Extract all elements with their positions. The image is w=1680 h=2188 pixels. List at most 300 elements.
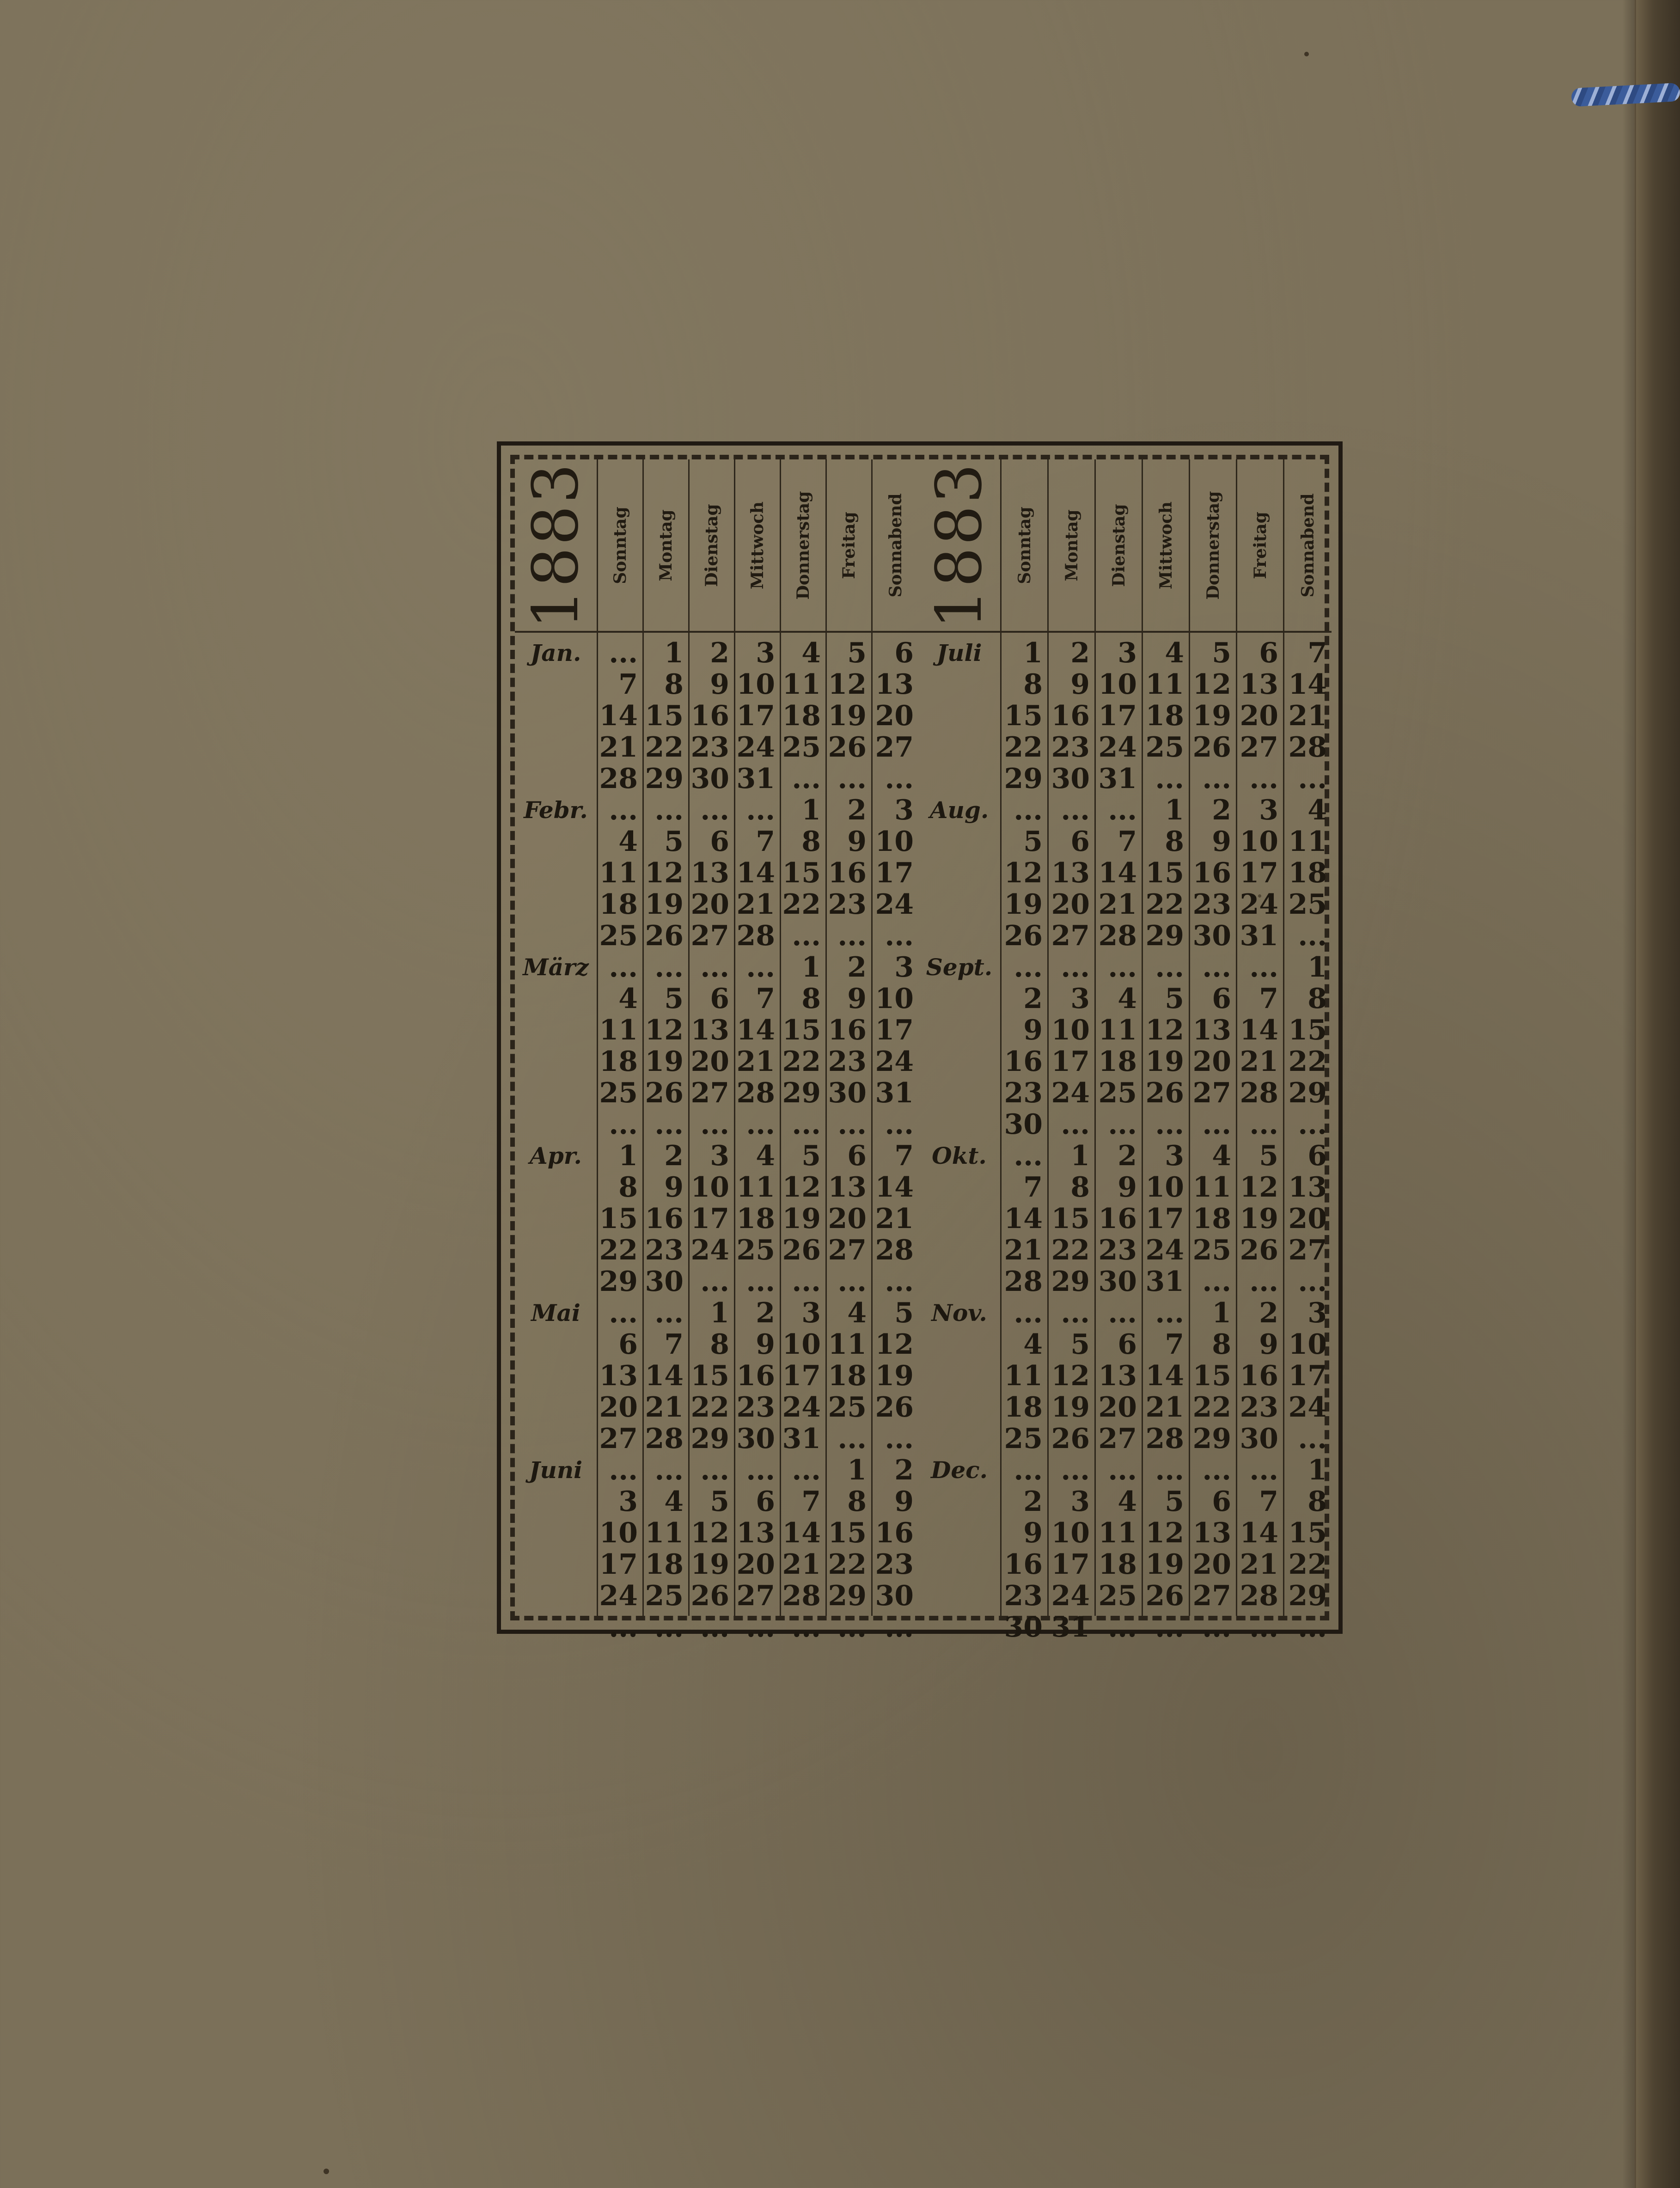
day-cell: ... [837,1108,867,1141]
day-cell: ... [885,1108,914,1141]
day-cell: ... [792,1265,821,1298]
day-cell: 11 [599,1014,638,1046]
day-cell: 9 [1023,1014,1043,1046]
day-cell: 6 [1118,1328,1137,1361]
day-cell: 13 [690,1014,729,1046]
day-cell: 26 [828,731,867,764]
day-cell: 5 [664,983,684,1015]
day-cell: 23 [1051,731,1090,764]
day-cell: 6 [1070,825,1090,858]
day-cell: 26 [645,1077,684,1109]
weekday-label: Mittwoch [748,501,767,589]
day-cell: 22 [1145,888,1184,921]
day-cell: 23 [645,1234,684,1266]
day-cell: 6 [710,825,729,858]
day-cell: 28 [875,1234,914,1266]
day-cell: 9 [1023,1517,1043,1549]
day-cell: 14 [1240,1517,1278,1549]
day-cell: 5 [847,637,867,669]
weekday-column [1190,459,1237,1644]
day-cell: ... [1108,951,1137,984]
day-cell: 12 [1004,857,1043,889]
day-cell: 18 [1288,857,1327,889]
day-cell: 20 [690,888,729,921]
day-cell: 13 [1051,857,1090,889]
day-cell: 30 [875,1580,914,1612]
day-cell: 16 [1098,1203,1137,1235]
day-cell: ... [1298,1265,1327,1298]
day-cell: 1 [801,951,821,984]
day-cell: 15 [1004,700,1043,732]
day-cell: ... [1061,794,1090,826]
day-cell: 11 [736,1171,775,1204]
day-cell: 9 [847,983,867,1015]
day-cell: 24 [690,1234,729,1266]
day-cell: 19 [1145,1045,1184,1078]
day-cell: ... [1014,1454,1043,1486]
weekday-header [644,459,688,633]
weekday-header [735,459,780,633]
day-cell: ... [746,1454,775,1486]
day-cell: 6 [1259,637,1278,669]
day-cell: 23 [828,888,867,921]
day-cell: 21 [1098,888,1137,921]
day-cell: 7 [1118,825,1137,858]
day-cell: 18 [599,888,638,921]
day-cell: 20 [1240,700,1278,732]
day-cell: 6 [710,983,729,1015]
day-cell: 20 [828,1203,867,1235]
day-cell: 13 [599,1360,638,1392]
day-cell: ... [885,1611,914,1644]
day-cell: 2 [1212,794,1231,826]
day-cell: 20 [736,1548,775,1581]
day-cell: ... [1108,1108,1137,1141]
day-cell: 10 [690,1171,729,1204]
day-cell: 25 [736,1234,775,1266]
day-cell: 3 [618,1485,638,1518]
day-cell: ... [1202,1454,1231,1486]
weekday-column [644,459,690,1644]
day-cell: 15 [690,1360,729,1392]
day-cell: 16 [645,1203,684,1235]
day-cell: ... [654,1108,684,1141]
day-cell: 13 [1240,668,1278,701]
day-cell: 30 [1004,1611,1043,1644]
day-cell: 5 [1212,637,1231,669]
month-label: Okt. [932,1142,987,1169]
day-cell: 17 [875,857,914,889]
day-cell: 7 [1259,983,1278,1015]
day-cell: 19 [1240,1203,1278,1235]
day-cell: 10 [875,983,914,1015]
day-cell: 8 [1070,1171,1090,1204]
day-cell: 6 [618,1328,638,1361]
day-cell: 7 [1165,1328,1184,1361]
day-cell: ... [792,763,821,795]
day-cell: 28 [1145,1423,1184,1455]
day-cell: 28 [1288,731,1327,764]
day-cell: 8 [1023,668,1043,701]
day-cell: 17 [1240,857,1278,889]
day-cell: 24 [599,1580,638,1612]
day-cell: 12 [645,857,684,889]
day-cell: ... [1014,1140,1043,1172]
day-cell: 15 [1051,1203,1090,1235]
day-cell: 14 [875,1171,914,1204]
day-cell: ... [885,1423,914,1455]
day-cell: 25 [1192,1234,1231,1266]
day-cell: 22 [1051,1234,1090,1266]
day-cell: 20 [1051,888,1090,921]
day-cell: 2 [664,1140,684,1172]
day-cell: 26 [690,1580,729,1612]
day-cell: 21 [1288,700,1327,732]
day-cell: 27 [1192,1580,1231,1612]
day-cell: 16 [1051,700,1090,732]
day-cell: 26 [645,920,684,952]
day-cell: ... [654,1611,684,1644]
day-cell: 26 [1192,731,1231,764]
day-cell: 18 [1192,1203,1231,1235]
day-cell: 11 [1098,1014,1137,1046]
day-cell: 29 [828,1580,867,1612]
day-cell: 11 [599,857,638,889]
day-cell: 24 [875,888,914,921]
day-cell: ... [700,951,729,984]
day-cell: 30 [828,1077,867,1109]
day-cell: ... [654,1454,684,1486]
day-cell: 10 [782,1328,821,1361]
day-cell: 13 [1192,1517,1231,1549]
day-cell: 17 [1051,1548,1090,1581]
day-cell: ... [1298,920,1327,952]
weekday-label: Donnerstag [794,491,813,599]
day-cell: 1 [1023,637,1043,669]
day-cell: ... [1108,1454,1137,1486]
day-cell: 18 [645,1548,684,1581]
day-cell: 11 [645,1517,684,1549]
day-cell: ... [837,1265,867,1298]
day-cell: 16 [828,857,867,889]
day-cell: 19 [645,888,684,921]
day-cell: 9 [1212,825,1231,858]
weekday-column [1049,459,1096,1644]
day-cell: ... [1155,1611,1184,1644]
day-cell: 25 [1288,888,1327,921]
day-cell: 24 [736,731,775,764]
day-cell: 24 [782,1391,821,1424]
day-cell: 2 [1070,637,1090,669]
day-cell: 7 [1307,637,1327,669]
day-cell: 15 [599,1203,638,1235]
day-cell: ... [1014,951,1043,984]
day-cell: 30 [1051,763,1090,795]
day-cell: ... [1202,1265,1231,1298]
day-cell: 13 [690,857,729,889]
day-cell: 31 [1051,1611,1090,1644]
day-cell: ... [837,1611,867,1644]
day-cell: 13 [875,668,914,701]
day-cell: 17 [736,700,775,732]
day-cell: ... [700,1108,729,1141]
day-cell: 30 [1192,920,1231,952]
weekday-label: Sonntag [611,506,630,584]
day-cell: 18 [736,1203,775,1235]
day-cell: 18 [1098,1045,1137,1078]
day-cell: ... [746,951,775,984]
day-cell: 20 [1192,1548,1231,1581]
day-cell: 13 [1192,1014,1231,1046]
weekday-label: Montag [656,509,676,581]
day-cell: 3 [756,637,775,669]
day-cell: 29 [1288,1077,1327,1109]
day-cell: 22 [828,1548,867,1581]
day-cell: ... [609,637,638,669]
day-cell: 4 [756,1140,775,1172]
day-cell: 29 [782,1077,821,1109]
day-cell: 22 [645,731,684,764]
day-cell: 15 [1192,1360,1231,1392]
day-cell: ... [837,1423,867,1455]
day-cell: 16 [1192,857,1231,889]
day-cell: 27 [875,731,914,764]
month-label: März [523,953,589,981]
day-cell: 3 [1259,794,1278,826]
day-cell: 17 [1051,1045,1090,1078]
day-cell: 29 [1051,1265,1090,1298]
day-cell: 2 [710,637,729,669]
day-cell: 24 [1098,731,1137,764]
day-cell: ... [1155,951,1184,984]
day-cell: 23 [1240,1391,1278,1424]
weekday-header [827,459,871,633]
day-cell: 27 [599,1423,638,1455]
day-cell: 24 [1051,1580,1090,1612]
day-cell: 10 [599,1517,638,1549]
day-cell: 29 [1145,920,1184,952]
month-column [918,459,1002,1616]
day-cell: 25 [1004,1423,1043,1455]
month-label: Apr. [530,1142,582,1169]
day-cell: 19 [1192,700,1231,732]
day-cell: 7 [1259,1485,1278,1518]
day-cell: 3 [710,1140,729,1172]
weekday-column [735,459,781,1644]
day-cell: ... [792,920,821,952]
day-cell: ... [609,794,638,826]
day-cell: ... [1155,1454,1184,1486]
day-cell: 23 [736,1391,775,1424]
weekday-header [690,459,734,633]
weekday-header [598,459,642,633]
day-cell: ... [1298,1108,1327,1141]
day-cell: 13 [1288,1171,1327,1204]
day-cell: 10 [1098,668,1137,701]
day-cell: 19 [1051,1391,1090,1424]
day-cell: 16 [828,1014,867,1046]
day-cell: 10 [1288,1328,1327,1361]
month-label: Juli [936,639,982,666]
day-cell: ... [654,1297,684,1329]
day-cell: 14 [782,1517,821,1549]
day-cell: 17 [599,1548,638,1581]
day-cell: 21 [736,888,775,921]
year-label: 1883 [519,461,593,629]
day-cell: 23 [1004,1580,1043,1612]
day-cell: 30 [1004,1108,1043,1141]
day-cell: 10 [1051,1014,1090,1046]
day-cell: 21 [1004,1234,1043,1266]
day-cell: 22 [690,1391,729,1424]
day-cell: 24 [1051,1077,1090,1109]
day-cell: 28 [782,1580,821,1612]
weekday-label: Donnerstag [1203,491,1223,599]
day-cell: 9 [1118,1171,1137,1204]
day-cell: ... [1014,794,1043,826]
day-cell: 9 [1070,668,1090,701]
weekday-header [1049,459,1094,633]
day-cell: 12 [828,668,867,701]
day-cell: 22 [1004,731,1043,764]
day-cell: 30 [1240,1423,1278,1455]
day-cell: 23 [875,1548,914,1581]
day-cell: 4 [618,825,638,858]
day-cell: 7 [664,1328,684,1361]
weekday-column [827,459,873,1644]
day-cell: 20 [599,1391,638,1424]
day-cell: ... [1249,1265,1278,1298]
day-cell: 17 [1288,1360,1327,1392]
day-cell: ... [746,1611,775,1644]
day-cell: 20 [690,1045,729,1078]
day-cell: 26 [875,1391,914,1424]
day-cell: 23 [690,731,729,764]
day-cell: 27 [1098,1423,1137,1455]
day-cell: 17 [690,1203,729,1235]
day-cell: ... [1202,1108,1231,1141]
day-cell: 26 [1145,1580,1184,1612]
day-cell: 8 [847,1485,867,1518]
day-cell: 5 [710,1485,729,1518]
day-cell: 30 [736,1423,775,1455]
day-cell: 11 [782,668,821,701]
day-cell: 31 [736,763,775,795]
day-cell: 10 [1145,1171,1184,1204]
day-cell: ... [609,1108,638,1141]
day-cell: 22 [782,1045,821,1078]
day-cell: 15 [782,857,821,889]
day-cell: ... [1298,763,1327,795]
day-cell: 27 [828,1234,867,1266]
year-label: 1883 [922,461,996,629]
day-cell: 14 [1145,1360,1184,1392]
day-cell: 19 [875,1360,914,1392]
day-cell: 7 [1023,1171,1043,1204]
month-label: Mai [531,1299,580,1326]
day-cell: 25 [1145,731,1184,764]
day-cell: 18 [1098,1548,1137,1581]
calendar-table [497,441,1343,1644]
day-cell: 6 [1212,1485,1231,1518]
day-cell: 21 [599,731,638,764]
day-cell: 21 [1145,1391,1184,1424]
day-cell: 3 [894,951,914,984]
day-cell: 19 [645,1045,684,1078]
day-cell: 28 [1240,1077,1278,1109]
day-cell: 6 [894,637,914,669]
day-cell: 15 [1288,1517,1327,1549]
day-cell: 29 [690,1423,729,1455]
day-cell: 15 [1145,857,1184,889]
day-cell: 14 [645,1360,684,1392]
day-cell: 22 [1288,1045,1327,1078]
day-cell: ... [1014,1297,1043,1329]
day-cell: 12 [1240,1171,1278,1204]
day-cell: 24 [1288,1391,1327,1424]
month-label: Dec. [930,1456,988,1484]
day-cell: 2 [1259,1297,1278,1329]
day-cell: 6 [1307,1140,1327,1172]
day-cell: 23 [1192,888,1231,921]
weekday-column [598,459,644,1644]
day-cell: 8 [1307,1485,1327,1518]
day-cell: 1 [1212,1297,1231,1329]
day-cell: ... [609,1297,638,1329]
day-cell: 8 [1307,983,1327,1015]
day-cell: 24 [875,1045,914,1078]
day-cell: 18 [782,700,821,732]
weekday-column [1096,459,1143,1644]
day-cell: 25 [828,1391,867,1424]
day-cell: ... [792,1108,821,1141]
day-cell: 21 [1240,1548,1278,1581]
day-cell: 30 [1098,1265,1137,1298]
day-cell: ... [1249,763,1278,795]
day-cell: 16 [1240,1360,1278,1392]
day-cell: 1 [1070,1140,1090,1172]
day-cell: ... [700,1611,729,1644]
day-cell: ... [700,794,729,826]
day-cell: 7 [756,983,775,1015]
weekday-header [1237,459,1283,633]
day-cell: 11 [1145,668,1184,701]
day-cell: ... [700,1265,729,1298]
weekday-label: Sonntag [1014,506,1034,584]
day-cell: 31 [1145,1265,1184,1298]
day-cell: 11 [1192,1171,1231,1204]
day-cell: 13 [828,1171,867,1204]
day-cell: 9 [1259,1328,1278,1361]
day-cell: 18 [828,1360,867,1392]
day-cell: ... [1155,1108,1184,1141]
day-cell: ... [1061,1454,1090,1486]
day-cell: ... [1202,1611,1231,1644]
day-cell: 2 [847,794,867,826]
calendar-half-january-june [515,459,918,1644]
day-cell: 1 [664,637,684,669]
day-cell: 1 [847,1454,867,1486]
day-cell: 16 [875,1517,914,1549]
day-cell: ... [609,1454,638,1486]
day-cell: ... [1249,1108,1278,1141]
day-cell: 2 [1023,1485,1043,1518]
day-cell: 1 [801,794,821,826]
day-cell: ... [1298,1611,1327,1644]
day-cell: 5 [1165,983,1184,1015]
day-cell: 1 [618,1140,638,1172]
day-cell: 28 [1098,920,1137,952]
